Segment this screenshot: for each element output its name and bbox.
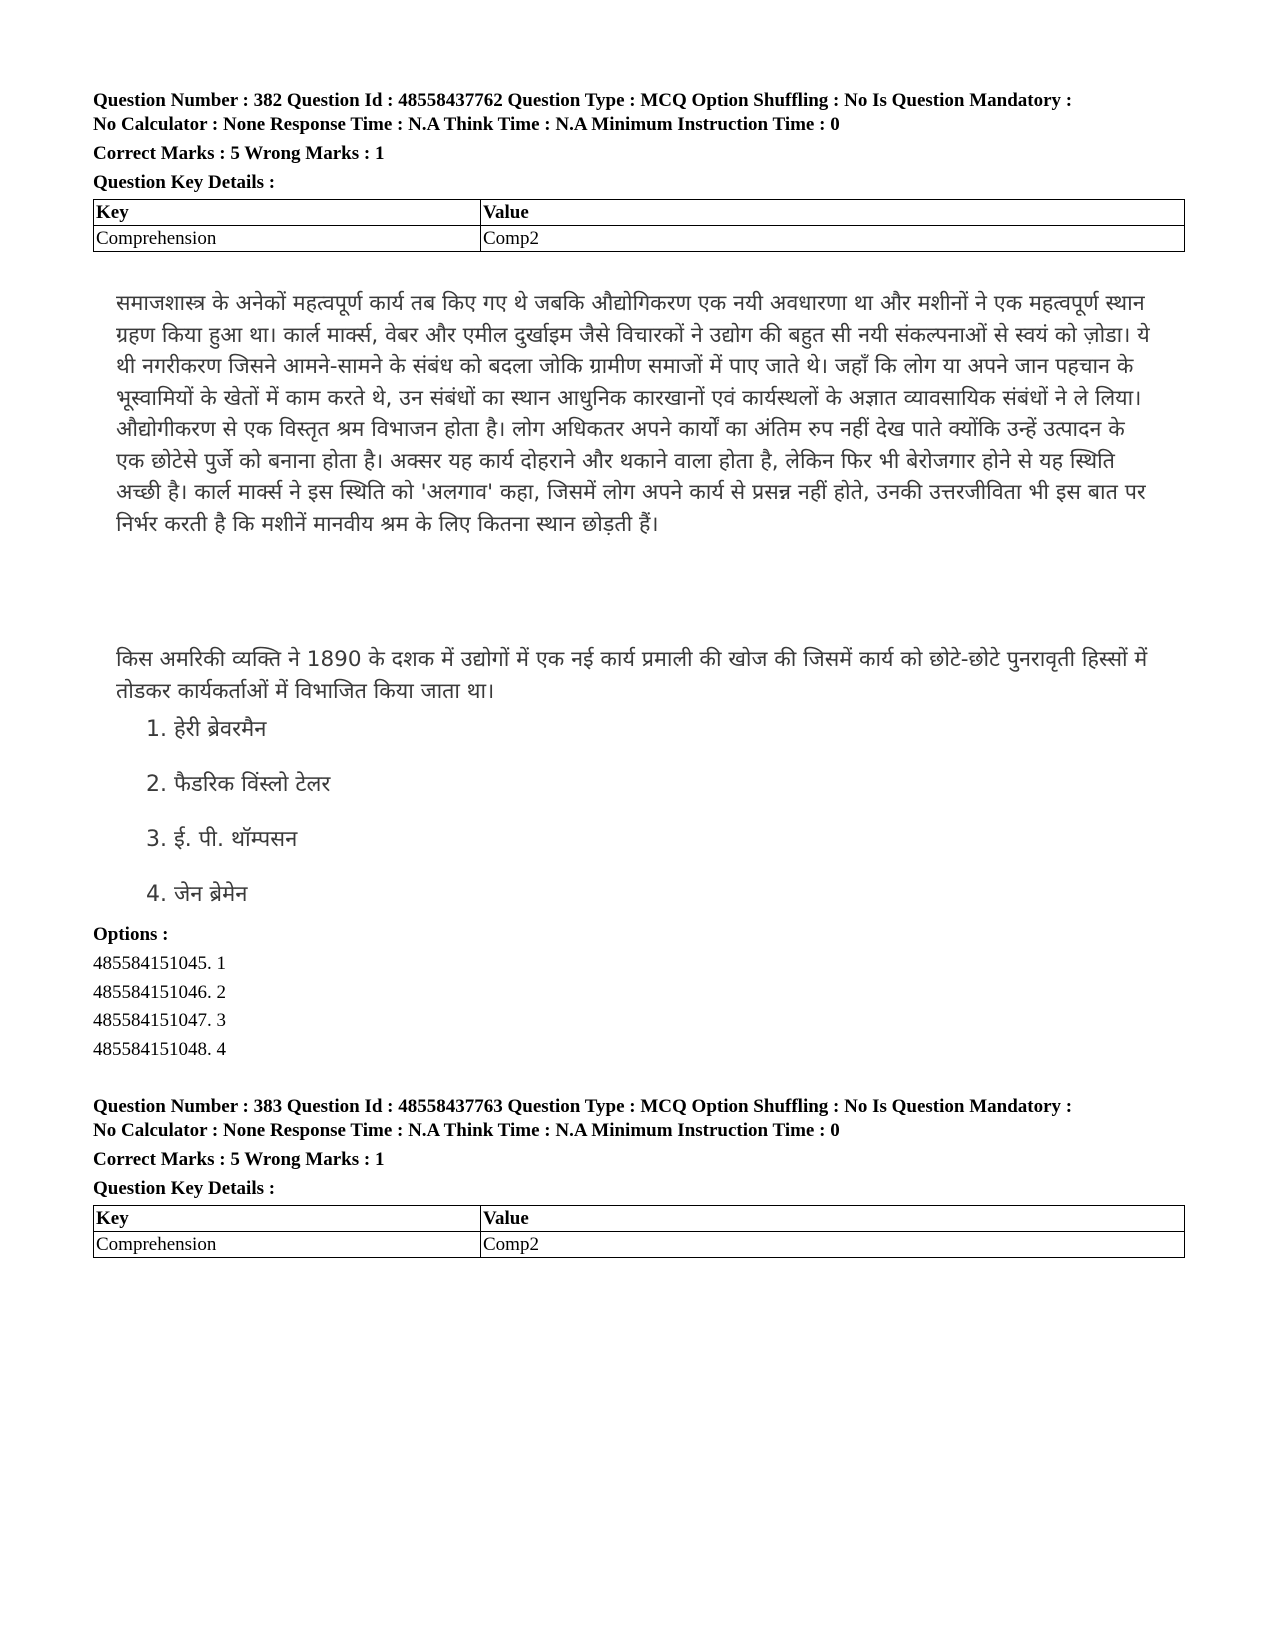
- key-cell: Comprehension: [94, 1232, 481, 1258]
- key-details-label: Question Key Details :: [93, 172, 276, 193]
- comprehension-image: [116, 288, 1156, 907]
- key-details-table: [93, 1205, 1185, 1258]
- key-header-cell: Key: [94, 200, 481, 226]
- question-meta: [93, 89, 1185, 137]
- value-cell: Comp2: [481, 1232, 1185, 1258]
- option-item: 485584151048. 4: [93, 1038, 226, 1060]
- question-meta-line-1: Question Number : 383 Question Id : 48558437763 Question Type : MCQ Option Shuffling : No Is Question Mandatory :: [93, 1096, 1073, 1117]
- question-meta-line-2: No Calculator : None Response Time : N.A Think Time : N.A Minimum Instruction Time : 0: [93, 114, 840, 135]
- option-item: 485584151045. 1: [93, 953, 226, 974]
- options-list: [93, 950, 1185, 1064]
- comprehension-passage: समाजशास्त्र के अनेकों महत्वपूर्ण कार्य तब किए गए थे जबकि औद्योगिकरण एक नयी अवधारणा था और मशीनों ने एक महत्वपूर्ण स्थान ग्रहण किया हुआ था। कार्ल मार्क्स, वेबर और एमील दुर्खाइम जैसे विचारकों ने उद्योग की बहुत सी नयी संकल्पनाओं से स्वयं को ज़ोडा। ये थी नगरीकरण जिसने आमने-सामने के संबंध को बदला जोकि ग्रामीण समाजों में पाए जाते थे। जहाँ कि लोग या अपने जान पहचान के भूस्वामियों के खेतों में काम करते थे, उन संबंधों का स्थान आधुनिक कारखानों एवं कार्यस्थलों के अज्ञात व्यावसायिक संबंधों ने ले लिया। औद्योगीकरण से एक विस्तृत श्रम विभाजन होता है। लोग अधिकतर अपने कार्यों का अंतिम रुप नहीं देख पाते क्योंकि उन्हें उत्पादन के एक छोटेसे पुर्जे को बनाना होता है। अक्सर यह कार्य दोहराने और थकाने वाला होता है, लेकिन फिर भी बेरोजगार होने से यह स्थिति अच्छी है। कार्ल मार्क्स ने इस स्थिति को 'अलगाव' कहा, जिसमें लोग अपने कार्य से प्रसन्न नहीं होते, उनकी उत्तरजीविता भी इस बात पर निर्भर करती है कि मशीनें मानवीय श्रम के लिए कितना स्थान छोड़ती हैं।: [116, 291, 1150, 537]
- question-383-header: [93, 1095, 1185, 1258]
- question-meta-line-2: No Calculator : None Response Time : N.A Think Time : N.A Minimum Instruction Time : 0: [93, 1120, 840, 1141]
- question-meta: [93, 1095, 1185, 1143]
- value-header-cell: Value: [481, 1206, 1185, 1232]
- question-meta-line-1: Question Number : 382 Question Id : 48558437762 Question Type : MCQ Option Shuffling : No Is Question Mandatory :: [93, 90, 1073, 111]
- choice-1: 1. हेरी ब्रेवरमैन: [146, 717, 267, 742]
- question-text: किस अमरिकी व्यक्ति ने 1890 के दशक में उद्योगों में एक नई कार्य प्रमाली की खोज की जिसमें कार्य को छोटे-छोटे पुनरावृती हिस्सों में तोडकर कार्यकर्ताओं में विभाजित किया जाता था।: [116, 647, 1148, 704]
- question-382-header: [93, 89, 1185, 252]
- options-label: Options :: [93, 924, 169, 945]
- options-block: [93, 923, 1185, 1064]
- marks-line: Correct Marks : 5 Wrong Marks : 1: [93, 1149, 385, 1170]
- value-cell: Comp2: [481, 226, 1185, 252]
- table-header-row: [94, 200, 1185, 226]
- key-details-table: [93, 199, 1185, 252]
- option-item: 485584151047. 3: [93, 1010, 226, 1031]
- key-details-label: Question Key Details :: [93, 1178, 276, 1199]
- choice-2: 2. फैडरिक विंस्लो टेलर: [146, 772, 331, 797]
- table-row: [94, 226, 1185, 252]
- marks-line: Correct Marks : 5 Wrong Marks : 1: [93, 143, 385, 164]
- value-header-cell: Value: [481, 200, 1185, 226]
- choice-3: 3. ई. पी. थॉम्पसन: [146, 827, 298, 852]
- key-header-cell: Key: [94, 1206, 481, 1232]
- choice-4: 4. जेन ब्रेमेन: [146, 882, 248, 907]
- table-header-row: [94, 1206, 1185, 1232]
- table-row: [94, 1232, 1185, 1258]
- option-item: 485584151046. 2: [93, 981, 226, 1003]
- key-cell: Comprehension: [94, 226, 481, 252]
